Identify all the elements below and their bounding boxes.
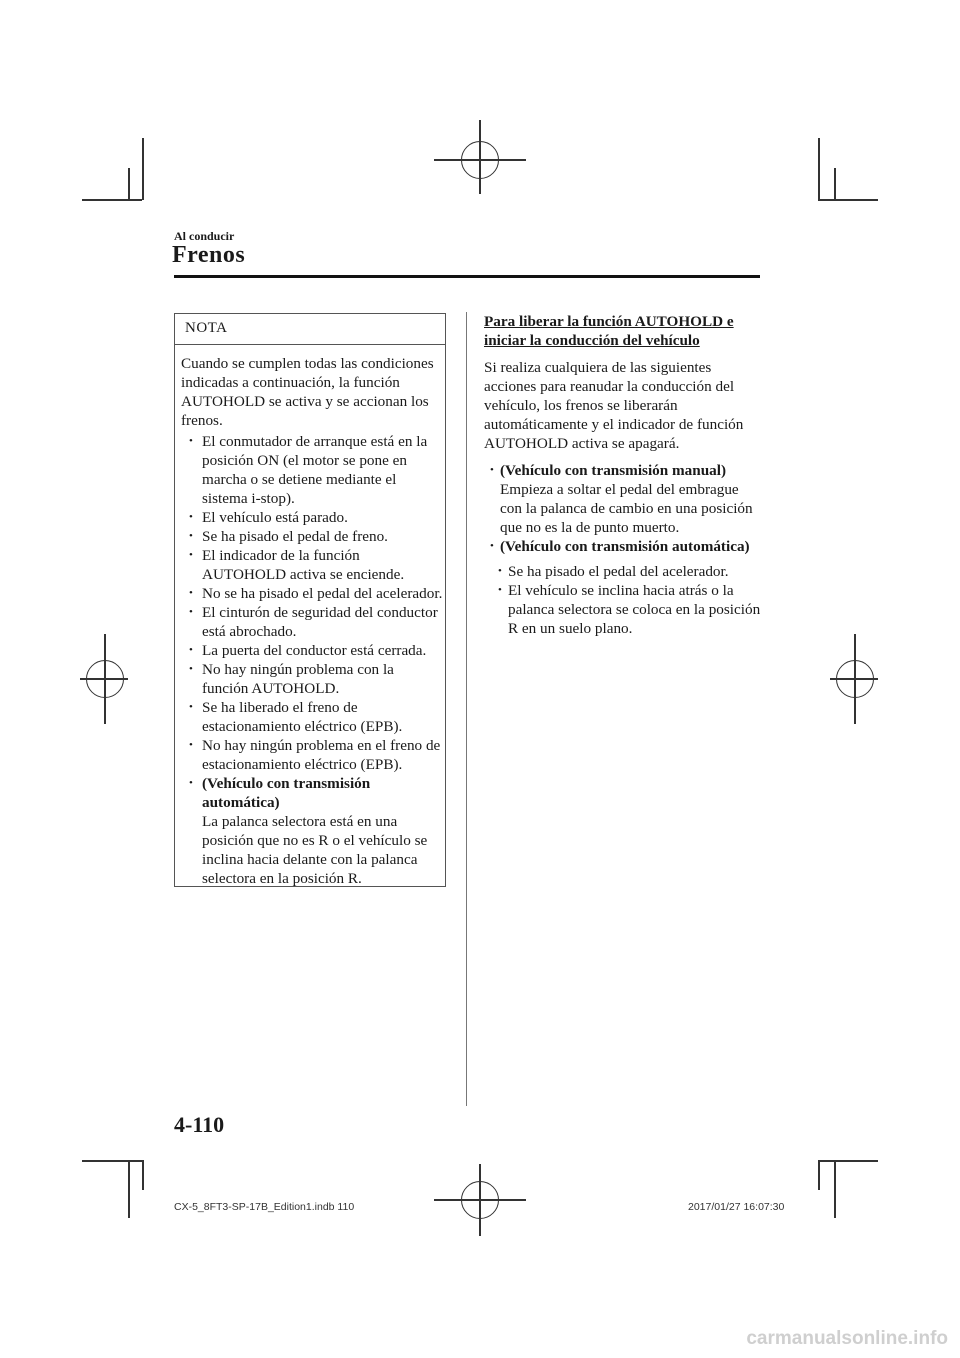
- section-label: Al conducir: [174, 229, 235, 243]
- list-item: • El conmutador de arranque está en la posición ON (el motor se pone en marcha o se detiene mediante el sistema i-stop).: [181, 432, 443, 508]
- list-item-automatic: [181, 774, 443, 888]
- list-item: • No se ha pisado el pedal del acelerador.: [181, 584, 443, 603]
- page-number: 4-110: [174, 1112, 225, 1137]
- list-item-title: • (Vehículo con transmisión automática): [202, 775, 371, 811]
- print-timestamp: 2017/01/27 16:07:30: [688, 1201, 785, 1213]
- note-header: [175, 314, 445, 345]
- list-item-automatic: [484, 537, 764, 638]
- list-item: • Se ha pisado el pedal de freno.: [181, 527, 443, 546]
- subsection-paragraph: Si realiza cualquiera de las siguientes acciones para reanudar la conducción del vehículo, los frenos se liberarán automáticamente y el indicador de función AUTOHOLD activa se apagará.: [484, 359, 744, 452]
- list-item-body: La palanca selectora está en una posición que no es R o el vehículo se inclina hacia delante con la palanca selectora en la posición R.: [202, 813, 428, 887]
- list-item: • El cinturón de seguridad del conductor está abrochado.: [181, 603, 443, 641]
- list-item: • No hay ningún problema en el freno de estacionamiento eléctrico (EPB).: [181, 736, 443, 774]
- list-item: • La puerta del conductor está cerrada.: [181, 641, 443, 660]
- right-column: [484, 312, 764, 638]
- note-box: [174, 313, 446, 887]
- column-divider: [466, 312, 467, 1106]
- subsection-heading: Para liberar la función AUTOHOLD e iniciar la conducción del vehículo: [484, 313, 734, 349]
- page-title: Frenos: [172, 242, 246, 268]
- list-item-body: Empieza a soltar el pedal del embrague con la palanca de cambio en una posición que no es la de punto muerto.: [500, 481, 753, 536]
- note-intro: Cuando se cumplen todas las condiciones indicadas a continuación, la función AUTOHOLD se activa y se accionan los frenos.: [181, 355, 434, 429]
- sub-list-item: • El vehículo se inclina hacia atrás o la palanca selectora se coloca en la posición R en un suelo plano.: [500, 581, 764, 638]
- title-rule: [174, 275, 760, 278]
- list-item: • El vehículo está parado.: [181, 508, 443, 527]
- list-item: • El indicador de la función AUTOHOLD activa se enciende.: [181, 546, 443, 584]
- note-conditions-list: [181, 432, 443, 888]
- print-file-info: CX-5_8FT3-SP-17B_Edition1.indb 110: [174, 1201, 355, 1213]
- automatic-sublist: [500, 562, 764, 638]
- list-item: • No hay ningún problema con la función AUTOHOLD.: [181, 660, 443, 698]
- sub-list-item: • Se ha pisado el pedal del acelerador.: [500, 562, 764, 581]
- watermark: carmanualsonline.info: [746, 1328, 948, 1349]
- release-actions-list: [484, 461, 764, 638]
- note-label: NOTA: [185, 320, 228, 336]
- list-item-title: • (Vehículo con transmisión manual): [500, 462, 727, 479]
- list-item: • Se ha liberado el freno de estacionamiento eléctrico (EPB).: [181, 698, 443, 736]
- list-item-title: • (Vehículo con transmisión automática): [500, 538, 750, 555]
- list-item-manual: [484, 461, 764, 537]
